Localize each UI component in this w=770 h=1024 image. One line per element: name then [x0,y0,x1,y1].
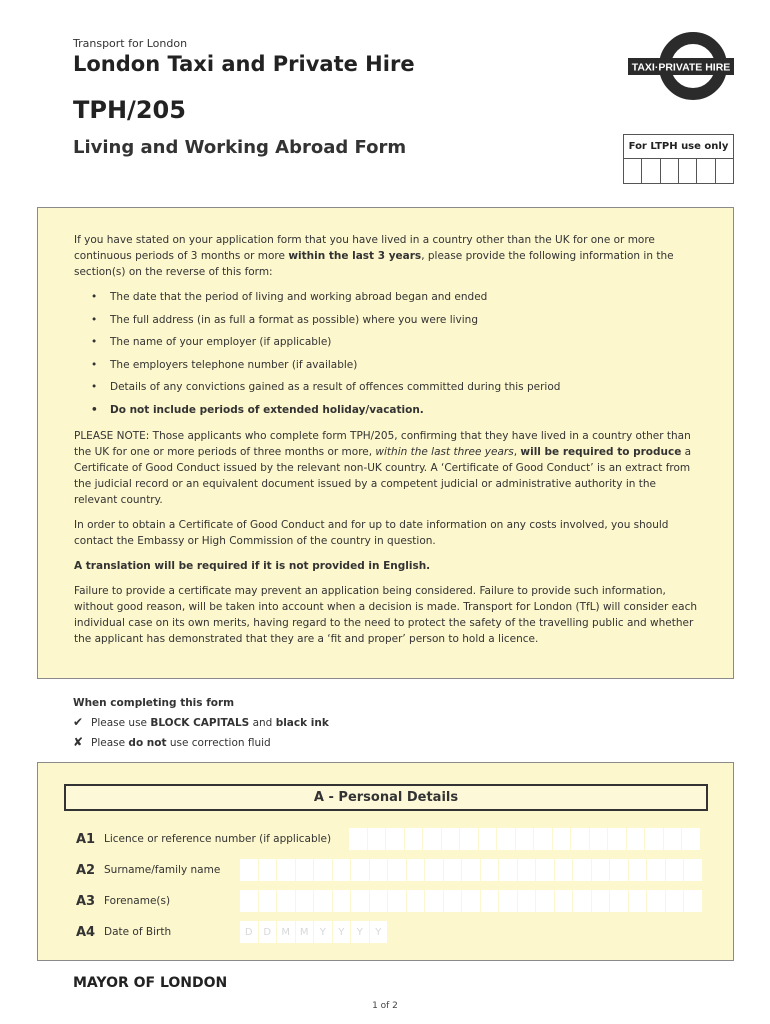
licence-number-input[interactable] [349,828,701,850]
forenames-input[interactable] [240,890,703,912]
intro-paragraph: If you have stated on your application form that you have lived in a country other than the UK for one or more continuous periods of 3 months or more within the last 3 years, please provide the following information in the section(s) on the reverse of this form: [74,234,674,278]
org-name: Transport for London [73,37,188,50]
page-title: London Taxi and Private Hire [73,52,415,76]
list-item: • Do not include periods of extended holiday/vacation. [74,402,697,418]
field-code: A2 [76,862,96,878]
field-code: A3 [76,893,96,909]
information-panel [37,207,734,679]
cross-icon: ✘ [73,735,84,749]
form-name: Living and Working Abroad Form [73,137,407,158]
list-item: • Details of any convictions gained as a result of offences committed during this period [74,379,697,395]
instruction-line: ✔ Please use BLOCK CAPITALS and black ink [73,713,329,733]
logo-text: TAXI·PRIVATE HIRE [631,61,731,74]
failure-paragraph: Failure to provide a certificate may prevent an application being considered. Failure to provide such information, without good reason, will be taken into account when a decision is made. Transport for London (TfL) will consider each individual case on its own merits, having regard to the need to protect the safety of the travelling public and whether the applicant has demonstrated that they are a ‘fit and proper’ person to hold a licence. [74,584,697,645]
field-label: Forename(s) [104,895,171,907]
office-use-cell [716,159,733,183]
surname-input[interactable] [240,859,703,881]
mayor-of-london-logo: MAYOR OF LONDON [73,975,228,991]
field-code: A4 [76,924,96,940]
translation-paragraph: A translation will be required if it is not provided in English. [74,559,431,572]
office-use-cell [679,159,697,183]
instructions-heading: When completing this form [73,697,235,709]
field-row-a4 [38,921,735,943]
field-row-a1 [38,828,735,850]
section-title: A - Personal Details [64,784,708,811]
list-item: • The employers telephone number (if available) [74,357,697,373]
office-use-cell [661,159,679,183]
office-use-box [623,134,734,184]
section-a-personal-details [37,762,734,961]
completion-instructions [73,694,329,753]
date-of-birth-input[interactable]: D D M M Y Y Y Y [240,921,388,943]
field-row-a2 [38,859,735,881]
tick-icon: ✔ [73,715,84,729]
office-use-cell [642,159,660,183]
office-use-cell [624,159,642,183]
field-row-a3 [38,890,735,912]
office-use-label: For LTPH use only [624,135,733,159]
tph-roundel-logo [625,30,735,102]
field-label: Date of Birth [104,926,172,938]
list-item: • The name of your employer (if applicable) [74,334,697,350]
note-paragraph: PLEASE NOTE: Those applicants who complete form TPH/205, confirming that they have lived in a country other than the UK for one or more periods of three months or more, within the last three years, will be required to produce a Certificate of Good Conduct issued by the relevant non-UK country. A ‘Certificate of Good Conduct’ is an extract from the judicial record or an equivalent document issued by a competent judicial or administrative authority in the relevant country. [74,429,692,506]
field-code: A1 [76,831,96,847]
page-number: 1 of 2 [372,1001,398,1011]
office-use-cell [697,159,715,183]
list-item: • The date that the period of living and working abroad began and ended [74,289,697,305]
list-item: • The full address (in as full a format as possible) where you were living [74,312,697,328]
form-code: TPH/205 [73,96,186,124]
office-use-cells [624,159,733,183]
requirements-list [74,289,697,418]
instruction-line: ✘ Please do not use correction fluid [73,733,329,753]
obtain-paragraph: In order to obtain a Certificate of Good Conduct and for up to date information on any costs involved, you should contact the Embassy or High Commission of the country in question. [74,518,669,547]
field-label: Licence or reference number (if applicable) [104,833,332,845]
field-label: Surname/family name [104,864,221,876]
